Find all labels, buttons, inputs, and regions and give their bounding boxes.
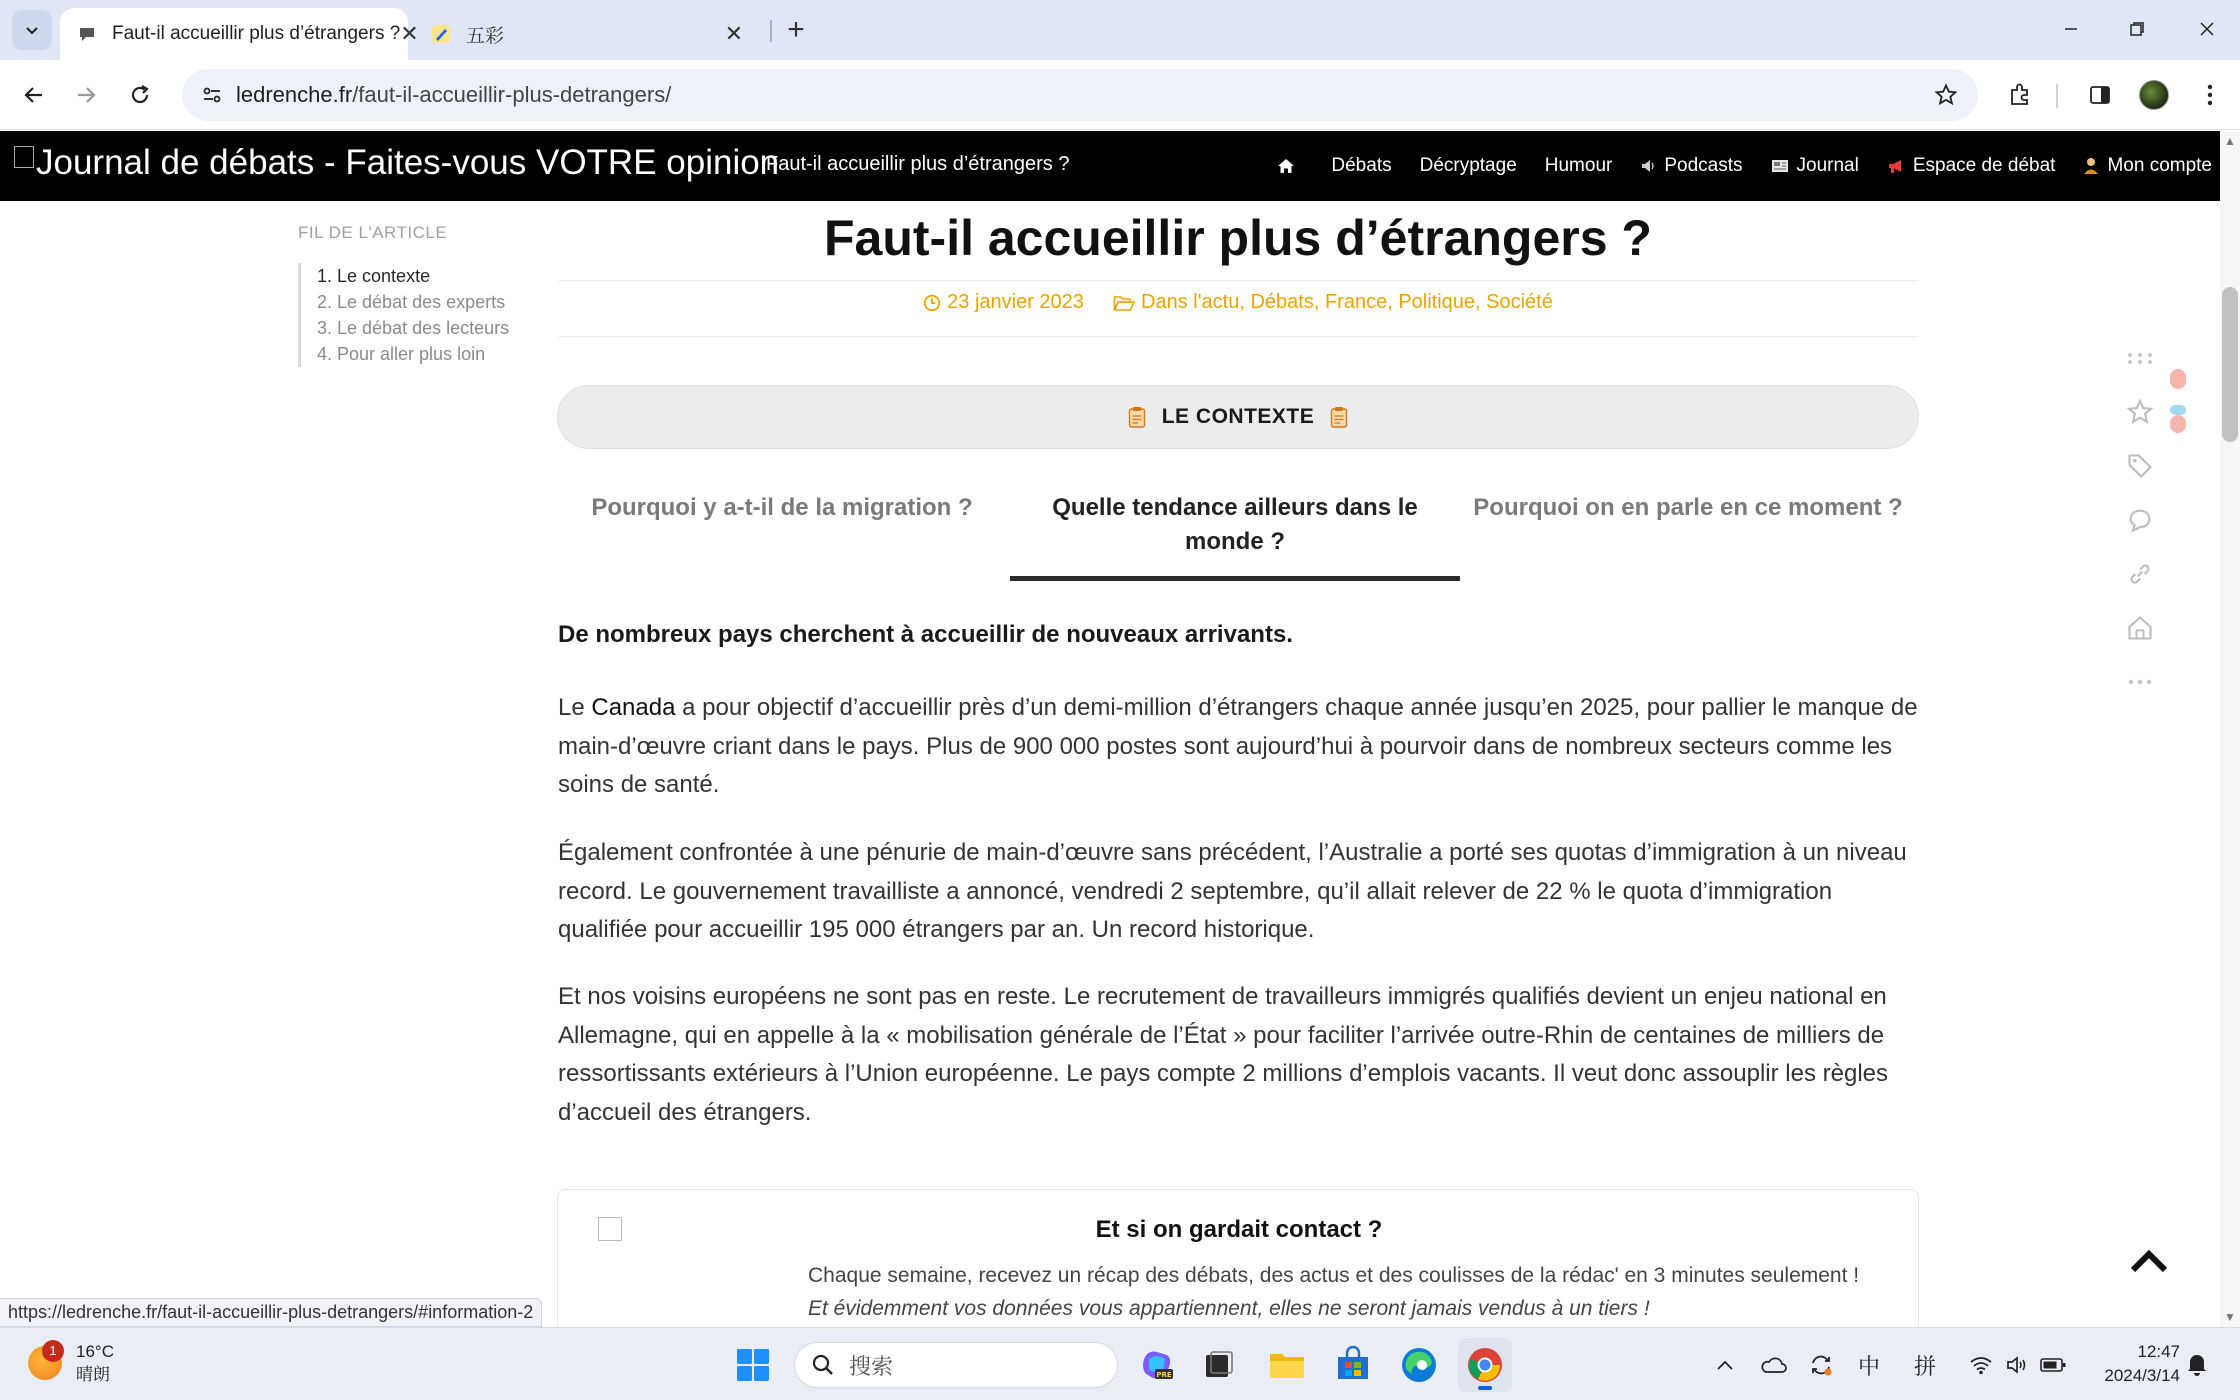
pen-icon <box>430 23 452 45</box>
divider <box>558 336 1918 337</box>
minimize-button[interactable] <box>2038 0 2104 58</box>
microsoft-store-app[interactable] <box>1326 1338 1380 1392</box>
paragraph-allemagne: Et nos voisins européens ne sont pas en reste. Le recrutement de travailleurs immigrés qualifiés devient un enjeu national en Allemagne, qui en appelle à la « mobilisation générale de l’État » pour faciliter l’arrivée outre-Rhin de centaines de milliers de ressortissants extérieurs à l’Union européenne. Le pays compte 2 millions d’emplois vacants. Il veut donc assouplir les règles d’accueil des étrangers. <box>558 983 1888 1126</box>
url-text <box>236 82 671 108</box>
section-header-contexte <box>557 385 1919 449</box>
windows-logo-icon <box>736 1348 770 1382</box>
toc-title: FIL DE L'ARTICLE <box>298 223 448 242</box>
article-toc <box>298 223 509 367</box>
nav-mon-compte[interactable] <box>2083 155 2212 177</box>
nav-label: Décryptage <box>1419 155 1517 176</box>
toc-item-experts[interactable]: 2. Le débat des experts <box>317 292 506 312</box>
battery-icon[interactable] <box>2036 1350 2070 1380</box>
nav-journal[interactable] <box>1771 155 1859 177</box>
toc-item-contexte[interactable]: 1. Le contexte <box>317 266 431 286</box>
onedrive-icon[interactable] <box>1756 1350 1790 1380</box>
taskbar-search[interactable] <box>794 1342 1118 1388</box>
subtab-pourquoi-migration[interactable]: Pourquoi y a-t-il de la migration ? <box>591 494 973 521</box>
nav-label: Journal <box>1796 155 1859 176</box>
forward-button[interactable] <box>66 75 106 115</box>
newsletter-title: Et si on gardait contact ? <box>1095 1216 1383 1243</box>
tab-wucai[interactable] <box>414 8 762 60</box>
article-categories[interactable] <box>1113 291 1553 314</box>
weather-description: 晴朗 <box>76 1365 110 1384</box>
clipboard-icon <box>1330 406 1348 428</box>
volume-icon[interactable] <box>2000 1350 2034 1380</box>
section-header-label: LE CONTEXTE <box>1161 405 1315 428</box>
broken-image-icon <box>14 146 34 168</box>
folder-icon <box>1268 1349 1306 1381</box>
marker-red <box>2170 369 2186 389</box>
nav-label: Débats <box>1331 155 1392 176</box>
home-outline-icon[interactable] <box>2120 601 2160 655</box>
tab-title: 五彩 <box>466 25 505 47</box>
chrome-app[interactable] <box>1458 1338 1512 1392</box>
back-to-top-button[interactable] <box>2126 1241 2172 1281</box>
close-tab-icon[interactable]: ✕ <box>724 21 744 46</box>
folder-open-icon <box>1113 294 1135 312</box>
page-scrollbar-thumb[interactable] <box>2222 287 2238 442</box>
ime-language[interactable]: 中 <box>1857 1353 1880 1379</box>
article-title: Faut-il accueillir plus d’étrangers ? <box>824 210 1652 266</box>
copilot-icon <box>1139 1347 1175 1383</box>
user-icon <box>2083 157 2099 175</box>
nav-label: Espace de débat <box>1912 155 2056 176</box>
wifi-icon[interactable] <box>1964 1350 1998 1380</box>
speaker-icon <box>1640 158 1656 174</box>
favorite-star-icon[interactable] <box>2120 385 2160 439</box>
restore-button[interactable] <box>2104 0 2170 58</box>
menu-kebab-icon[interactable] <box>2194 79 2226 111</box>
active-subtab-indicator <box>1010 576 1460 581</box>
clock-date: 2024/3/14 <box>2104 1366 2180 1385</box>
nav-podcasts[interactable] <box>1640 155 1742 177</box>
chrome-icon <box>1466 1346 1504 1384</box>
windows-taskbar <box>0 1327 2240 1400</box>
back-button[interactable] <box>14 75 54 115</box>
nav-label: Mon compte <box>2107 155 2212 176</box>
weather-widget[interactable] <box>28 1340 114 1386</box>
clipboard-icon <box>1128 406 1146 428</box>
close-tab-icon[interactable]: ✕ <box>400 21 419 46</box>
tab-article[interactable] <box>60 8 419 60</box>
comment-icon[interactable] <box>2120 493 2160 547</box>
header-article-title: Faut-il accueillir plus d’étrangers ? <box>766 153 1070 175</box>
more-horizontal-icon[interactable] <box>2120 655 2160 709</box>
browser-toolbar <box>0 60 2240 130</box>
megaphone-icon <box>1887 158 1905 174</box>
url-path: /faut-il-accueillir-plus-detrangers/ <box>352 82 672 107</box>
edge-app[interactable] <box>1392 1338 1446 1392</box>
p1-prefix: Le <box>558 694 592 721</box>
weather-text <box>76 1340 114 1386</box>
copilot-app[interactable] <box>1130 1338 1184 1392</box>
nav-home[interactable] <box>1277 158 1303 174</box>
chevron-down-icon <box>24 22 40 38</box>
close-window-button[interactable] <box>2174 0 2240 58</box>
site-header <box>0 131 2220 201</box>
toc-item-plus-loin[interactable]: 4. Pour aller plus loin <box>317 344 486 364</box>
drag-grip-icon[interactable] <box>2120 331 2160 385</box>
weather-temperature: 16°C <box>76 1342 114 1361</box>
nav-label: Humour <box>1544 155 1613 176</box>
divider <box>558 280 1918 281</box>
article-date-text: 23 janvier 2023 <box>947 291 1084 313</box>
system-clock[interactable] <box>2086 1340 2180 1388</box>
subtab-pourquoi-maintenant[interactable]: Pourquoi on en parle en ce moment ? <box>1473 494 1903 521</box>
tab-search-button[interactable] <box>12 10 52 50</box>
nav-espace-debat[interactable] <box>1887 155 2056 177</box>
page-content <box>0 201 2220 1327</box>
link-status-bar: https://ledrenche.fr/faut-il-accueillir-plus-detrangers/#information-2 <box>0 1298 542 1327</box>
reload-icon <box>129 84 151 106</box>
scroll-up-arrow[interactable]: ▲ <box>2224 134 2236 148</box>
avatar-image <box>2139 80 2169 110</box>
speech-bubble-icon <box>76 23 98 45</box>
article-categories-text: Dans l'actu, Débats, France, Politique, Société <box>1141 291 1553 313</box>
paragraph-australie: Également confrontée à une pénurie de main-d’œuvre sans précédent, l’Australie a porté ses quotas d’immigration à un niveau record. Le gouvernement travailliste a annoncé, vendredi 2 septembre, qu’il allait relever de 22 % le quota d’immigration qualifiée pour accueillir 195 000 étrangers par an. Un record historique. <box>558 839 1907 943</box>
paragraph-canada <box>558 689 1920 805</box>
nav-label: Podcasts <box>1664 155 1743 176</box>
side-panel-icon[interactable] <box>2084 79 2116 111</box>
notification-bell-icon[interactable] <box>2186 1352 2210 1378</box>
close-icon <box>2199 21 2215 37</box>
article-meta <box>558 291 1918 318</box>
tag-icon[interactable] <box>2120 439 2160 493</box>
scroll-down-arrow[interactable]: ▼ <box>2224 1310 2236 1324</box>
svg-text:PRE: PRE <box>1156 1371 1172 1379</box>
sync-icon[interactable] <box>1804 1350 1838 1380</box>
lead-paragraph: De nombreux pays cherchent à accueillir de nouveaux arrivants. <box>558 621 1293 648</box>
search-icon <box>811 1353 835 1377</box>
site-settings-icon[interactable] <box>196 79 228 111</box>
minimize-icon <box>2063 21 2079 37</box>
arrow-left-icon <box>23 84 45 106</box>
browser-tab-strip <box>0 0 2240 60</box>
link-canada[interactable]: Canada <box>591 694 676 721</box>
arrow-right-icon <box>75 84 97 106</box>
marker-red <box>2170 415 2186 433</box>
annotation-toolbar <box>2120 331 2160 709</box>
new-tab-button[interactable]: + <box>787 13 805 46</box>
ime-mode[interactable]: 拼 <box>1913 1353 1936 1379</box>
bookmark-star-icon[interactable] <box>1932 81 1960 109</box>
newspaper-icon <box>1771 158 1789 174</box>
nav-decryptage[interactable] <box>1420 155 1517 177</box>
store-icon <box>1335 1347 1371 1383</box>
p1-text: a pour objectif d’accueillir près d’un demi-million d’étrangers chaque année jusqu’en 2025, pour pallier le manque de main-d’œuvre criant dans le pays. Plus de 900 000 postes sont aujourd’hui à pourvoir dans de nombreux secteurs comme les soins de santé. <box>558 694 1918 798</box>
site-logo-alt: Journal de débats - Faites-vous VOTRE opinion <box>36 143 780 182</box>
tab-title: Faut-il accueillir plus d’étrangers ? <box>112 23 401 44</box>
chevron-up-icon <box>2129 1248 2169 1274</box>
task-view-app[interactable] <box>1192 1338 1246 1392</box>
start-button[interactable] <box>726 1338 780 1392</box>
link-icon[interactable] <box>2120 547 2160 601</box>
chevron-up-icon <box>1716 1359 1734 1371</box>
annotation-color-markers <box>2170 369 2186 433</box>
file-explorer-app[interactable] <box>1260 1338 1314 1392</box>
article-date[interactable] <box>923 291 1084 314</box>
extensions-icon[interactable] <box>2004 79 2036 111</box>
toolbar-separator <box>2056 84 2058 108</box>
profile-avatar[interactable] <box>2138 79 2170 111</box>
show-hidden-icons[interactable] <box>1708 1350 1742 1380</box>
edge-icon <box>1400 1346 1438 1384</box>
sun-icon <box>28 1343 62 1380</box>
clock-time: 12:47 <box>2137 1342 2180 1361</box>
newsletter-description: Chaque semaine, recevez un récap des débats, des actus et des coulisses de la rédac' en 3 minutes seulement ! <box>808 1264 1860 1287</box>
restore-icon <box>2129 21 2145 37</box>
reload-button[interactable] <box>120 75 160 115</box>
notification-badge: 1 <box>42 1340 64 1362</box>
subtab-tendance-monde[interactable]: Quelle tendance ailleurs dans le monde ? <box>1052 494 1418 555</box>
nav-humour[interactable] <box>1545 155 1613 177</box>
marker-blue <box>2170 405 2186 415</box>
site-logo-link[interactable] <box>14 143 779 183</box>
tab-separator <box>770 20 772 42</box>
toc-item-lecteurs[interactable]: 3. Le débat des lecteurs <box>317 318 510 338</box>
address-bar[interactable] <box>182 69 1978 121</box>
newsletter-privacy-note: Et évidemment vos données vous appartiennent, elles ne seront jamais vendus à un tiers ! <box>808 1297 1650 1320</box>
task-view-icon <box>1203 1349 1235 1381</box>
toc-list <box>298 263 509 367</box>
clock-icon <box>923 294 941 312</box>
main-nav <box>1249 131 2212 201</box>
home-icon <box>1277 158 1295 174</box>
nav-debats[interactable] <box>1331 155 1391 177</box>
context-subtabs <box>557 491 1919 583</box>
search-placeholder: 搜索 <box>849 1353 894 1379</box>
url-host: ledrenche.fr <box>236 82 353 107</box>
